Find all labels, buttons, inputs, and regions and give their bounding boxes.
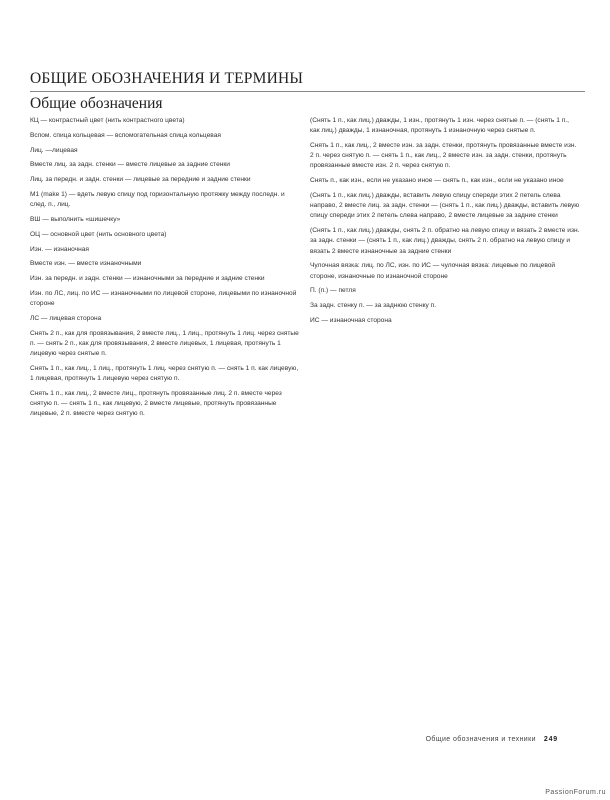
glossary-entry: ИС — изнаночная сторона [310,317,392,324]
glossary-entry: Снять 1 п., как лиц., 2 вместе лиц., протянуть провязанные лиц. 2 п. вместе через снятую п. — снять 1 п., как лицевую, 2 вместе лицевые, протянуть провязанные лицевые, 2 п. вместе через снятую п. [30,389,282,418]
watermark: PassionForum.ru [545,789,606,796]
glossary-entry: Вспом. спица кольцевая — вспомогательная спица кольцевая [30,131,221,139]
right-column [310,116,580,331]
glossary-entry: ЛС — лицевая сторона [30,314,102,322]
left-column [30,116,300,424]
glossary-entry: (Снять 1 п., как лиц.) дважды, вставить левую спицу спереди этих 2 петель слева направо, 2 вместе лиц. за задн. стенки — (снять 1 п., как лиц.) дважды, вставить левую спицу спереди этих 2 петель слева направо, 2 вместе лицевые за задние стенки [310,192,580,220]
glossary-entry: Снять 2 п., как для провязывания, 2 вместе лиц., 1 лиц., протянуть 1 лиц. через снятые п. — снять 2 п., как для провязывания, 2 вместе лицевых, 1 лицевая, протянуть 1 лицевую через снятые п. [30,329,299,358]
glossary-entry: Снять 1 п., как лиц., 2 вместе изн. за задн. стенки, протянуть провязанные вместе изн. 2 п. через снятую п. — снять 1 п., как лиц., 2 вместе изн. за задн. стенки, протянуть провязанные вместе изн. 2 п. через снятую п. [310,142,577,170]
glossary-entry: Изн. за передн. и задн. стенки — изнаночными за передние и задние стенки [30,275,265,283]
glossary-entry: Лиц. —лицевая [30,146,78,154]
glossary-entry: Снять 1 п., как лиц., 1 лиц., протянуть 1 лиц. через снятую п. — снять 1 п. как лицевую, 1 лицевая, протянуть 1 лицевую через снятую п. [30,364,299,383]
glossary-entry: Изн. — изнаночная [30,245,89,253]
glossary-entry: За задн. стенку п. — за заднюю стенку п. [310,302,437,310]
running-title: Общие обозначения и техники [425,736,536,743]
page-subtitle: Общие обозначения [30,95,163,112]
glossary-entry: Вместе изн. — вместе изнаночными [30,260,142,268]
glossary-entry: ВШ — выполнить «шишечку» [30,215,121,223]
glossary-entry: Чулочная вязка: лиц. по ЛС, изн. по ИС — чулочная вязка: лицевые по лицевой стороне, изнаночные по изнаночной стороне [310,262,556,280]
page-footer [426,736,558,743]
glossary-entry: М1 (make 1) — вдеть левую спицу под горизонтальную протяжку между последн. и след. п., лиц. [30,190,285,209]
glossary-entry: КЦ — контрастный цвет (нить контрастного цвета) [30,117,185,124]
glossary-entry: П. (п.) — петля [310,287,356,295]
page-number: 249 [543,736,558,743]
glossary-entry: (Снять 1 п., как лиц.) дважды, 1 изн., протянуть 1 изн. через снятые п. — (снять 1 п., как лиц.) дважды, 1 изнаночная, протянуть 1 изнаночную через снятые п. [310,117,569,135]
section-title: ОБЩИЕ ОБОЗНАЧЕНИЯ И ТЕРМИНЫ [30,70,304,87]
glossary-entry: Изн. по ЛС, лиц. по ИС — изнаночными по лицевой стороне, лицевыми по изнаночной стороне [30,289,297,308]
glossary-entry: Снять п., как изн., если не указано иное — снять п., как изн., если не указано иное [310,177,564,185]
glossary-entry: ОЦ — основной цвет (нить основного цвета) [30,230,167,238]
title-divider [30,91,585,92]
glossary-entry: Лиц. за передн. и задн. стенки — лицевые за передние и задние стенки [30,176,251,184]
glossary-entry: (Снять 1 п., как лиц.) дважды, снять 2 п. обратно на левую спицу и вязать 2 вместе изн. за задн. стенки — (снять 1 п., как лиц.) дважды, снять 2 п. обратно на левую спицу и вязать 2 вместе изнаночные за задние стенки [310,227,580,255]
glossary-entry: Вместе лиц. за задн. стенки — вместе лицевые за задние стенки [30,161,230,169]
